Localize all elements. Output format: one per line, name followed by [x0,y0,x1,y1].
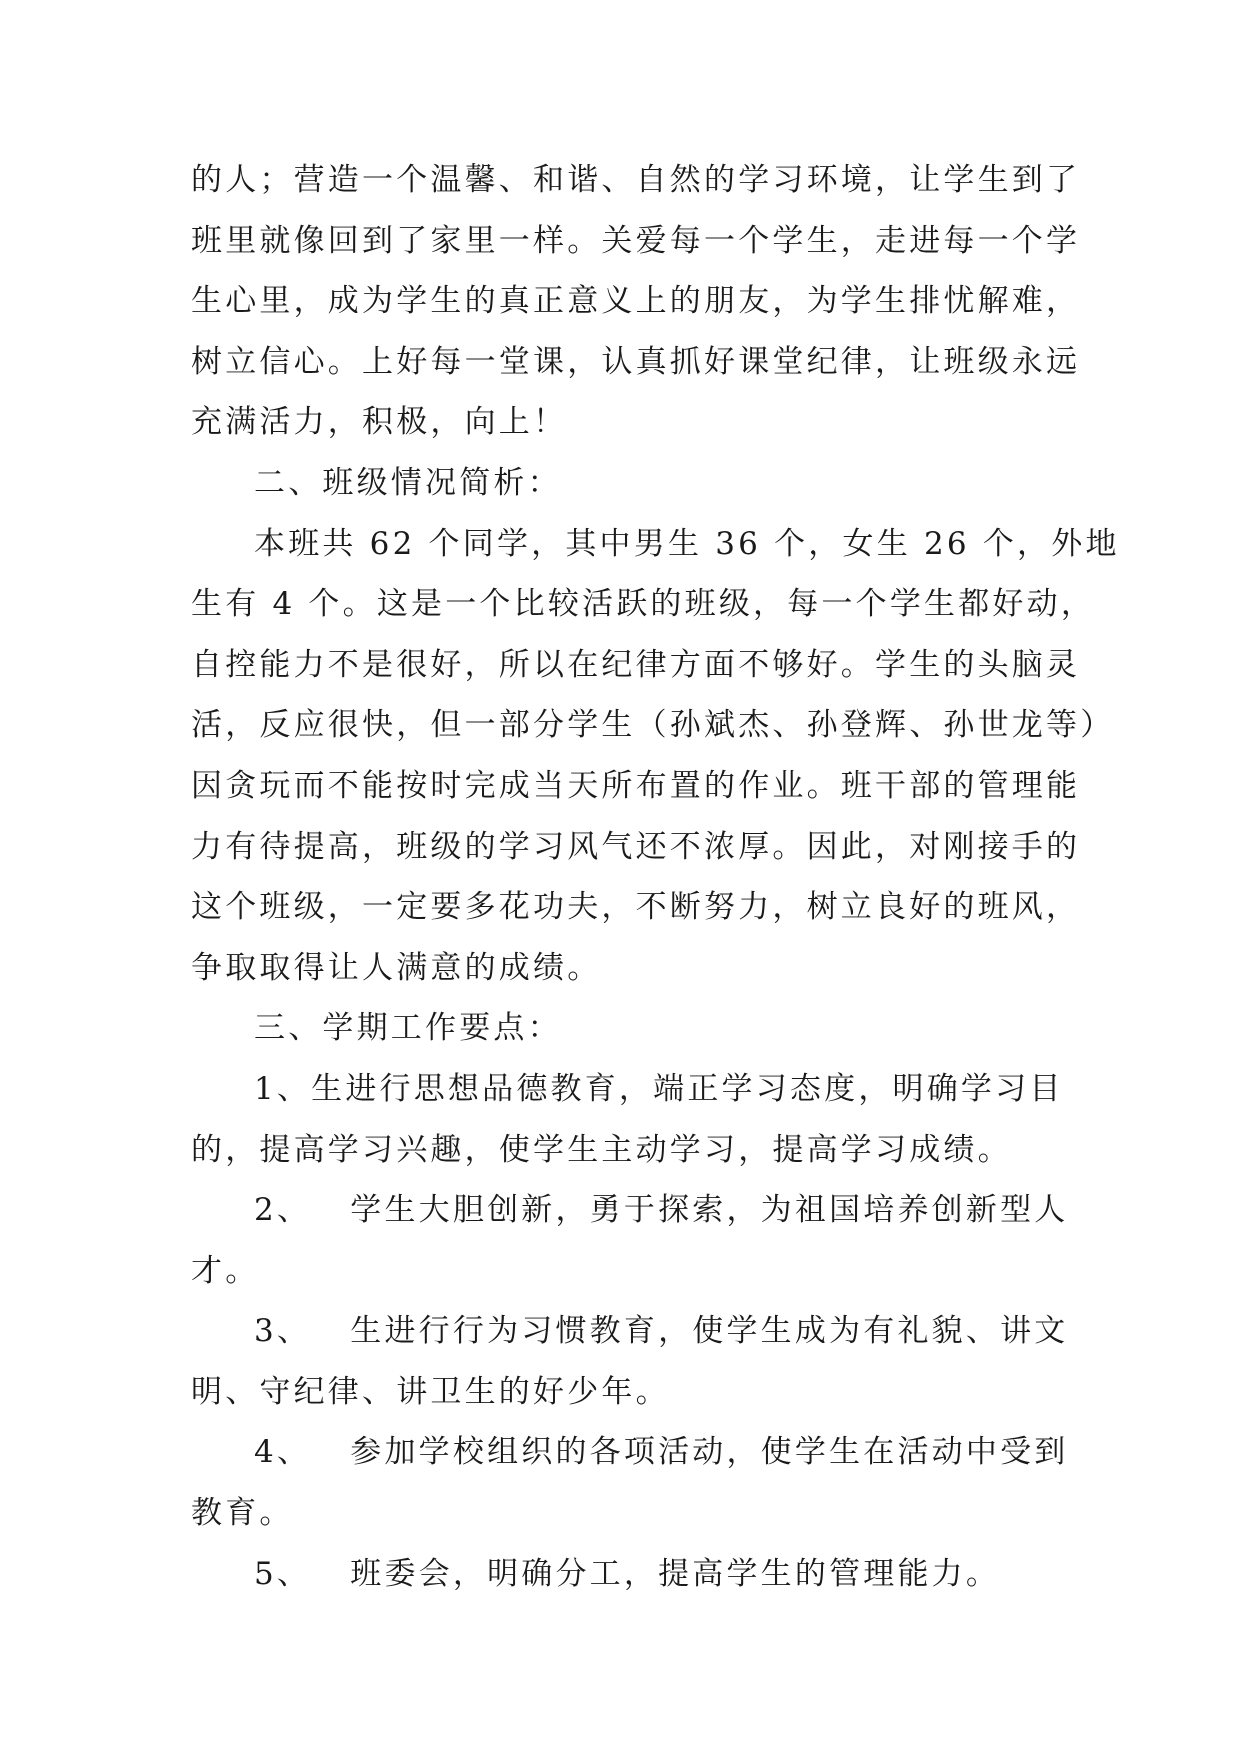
text-line: 力有待提高，班级的学习风气还不浓厚。因此，对刚接手的 [191,828,1081,865]
text-line: 活，反应很快，但一部分学生（孙斌杰、孙登辉、孙世龙等） [191,707,1115,744]
text-line: 的，提高学习兴趣，使学生主动学习，提高学习成绩。 [191,1131,1012,1168]
section-heading: 二、班级情况简析： [254,464,562,501]
text-line: 生心里，成为学生的真正意义上的朋友，为学生排忧解难， [191,283,1081,320]
list-item: 2、 学生大胆创新，勇于探索，为祖国培养创新型人 [254,1192,1069,1229]
text-line: 教育。 [191,1495,294,1532]
text-line: 明、守纪律、讲卫生的好少年。 [191,1373,670,1410]
list-item: 1、生进行思想品德教育，端正学习态度，明确学习目 [254,1070,1064,1107]
section-heading: 三、学期工作要点： [254,1010,562,1047]
text-line: 自控能力不是很好，所以在纪律方面不够好。学生的头脑灵 [191,646,1081,683]
text-line: 的人；营造一个温馨、和谐、自然的学习环境，让学生到了 [191,162,1081,198]
text-line: 充满活力，积极，向上！ [191,404,568,441]
list-item: 5、 班委会，明确分工，提高学生的管理能力。 [254,1555,1001,1592]
text-line: 这个班级，一定要多花功夫，不断努力，树立良好的班风， [191,889,1081,926]
text-line: 树立信心。上好每一堂课，认真抓好课堂纪律，让班级永远 [191,343,1081,380]
document-body [191,150,1120,1604]
list-item: 4、 参加学校组织的各项活动，使学生在活动中受到 [254,1434,1069,1471]
text-line: 才。 [191,1252,260,1289]
list-item: 3、 生进行行为习惯教育，使学生成为有礼貌、讲文 [254,1313,1069,1350]
text-line: 班里就像回到了家里一样。关爱每一个学生，走进每一个学 [191,222,1081,259]
text-line: 因贪玩而不能按时完成当天所布置的作业。班干部的管理能 [191,767,1081,804]
text-line: 争取取得让人满意的成绩。 [191,949,602,986]
text-line: 生有 4 个。这是一个比较活跃的班级，每一个学生都好动， [191,586,1096,623]
text-line: 本班共 62 个同学，其中男生 36 个，女生 26 个，外地 [254,525,1120,562]
